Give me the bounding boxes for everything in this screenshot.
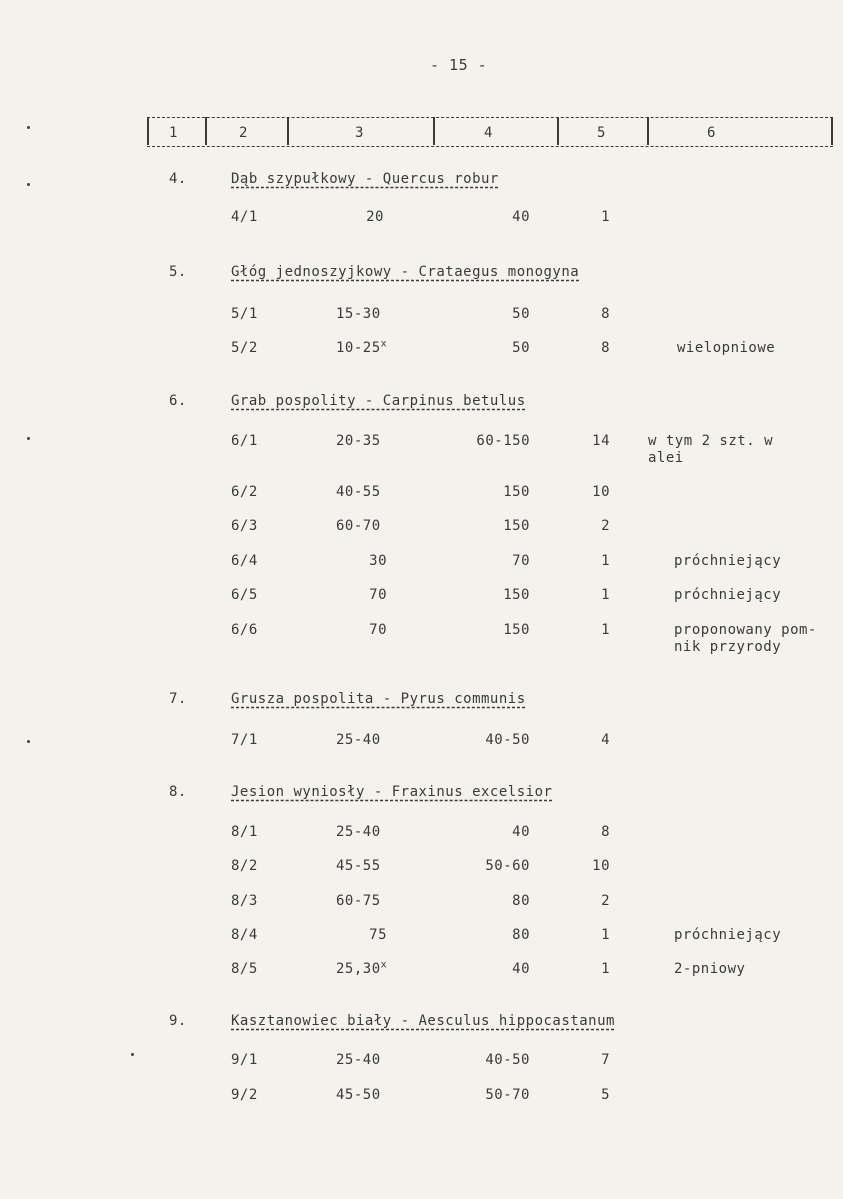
row-id: 9/1 [231, 1052, 258, 1068]
row-id: 6/3 [231, 518, 258, 534]
row-col3: 25-40 [336, 732, 381, 748]
row-col5: 4 [601, 732, 610, 748]
row-col4: 70 [512, 553, 530, 569]
row-id: 6/6 [231, 622, 258, 638]
row-id: 7/1 [231, 732, 258, 748]
row-col5: 1 [601, 622, 610, 638]
row-col3: 20 [366, 209, 384, 225]
row-note: wielopniowe [677, 340, 776, 356]
row-col3: 25-40 [336, 1052, 381, 1068]
row-note: proponowany pom- [674, 622, 817, 638]
row-col3: 20-35 [336, 433, 381, 449]
row-id: 6/4 [231, 553, 258, 569]
row-col5: 10 [592, 484, 610, 500]
scan-speck [27, 126, 30, 129]
row-col3: 70 [369, 622, 387, 638]
row-col4: 40 [512, 824, 530, 840]
scan-speck [131, 1053, 134, 1056]
row-col3: 25,30$^x$ [336, 959, 388, 977]
row-id: 8/5 [231, 961, 258, 977]
row-col3: 45-55 [336, 858, 381, 874]
column-header-5: 5 [597, 125, 606, 141]
row-col5: 1 [601, 587, 610, 603]
species-name: Kasztanowiec biały - Aesculus hippocastanum [231, 1013, 615, 1029]
row-col4: 50 [512, 340, 530, 356]
row-col3: 75 [369, 927, 387, 943]
row-col5: 8 [601, 340, 610, 356]
species-name: Dąb szypułkowy - Quercus robur [231, 171, 499, 187]
row-col3: 60-75 [336, 893, 381, 909]
row-col3: 60-70 [336, 518, 381, 534]
row-col4: 50-70 [485, 1087, 530, 1103]
species-name: Głóg jednoszyjkowy - Crataegus monogyna [231, 264, 580, 280]
row-col3: 45-50 [336, 1087, 381, 1103]
row-note: 2-pniowy [674, 961, 746, 977]
row-col4: 150 [503, 622, 530, 638]
row-col4: 50-60 [485, 858, 530, 874]
column-header-3: 3 [355, 125, 364, 141]
row-col4: 40-50 [485, 732, 530, 748]
row-note: próchniejący [674, 587, 782, 603]
column-header-6: 6 [707, 125, 716, 141]
row-col4: 80 [512, 893, 530, 909]
species-name: Grusza pospolita - Pyrus communis [231, 691, 526, 707]
row-id: 8/2 [231, 858, 258, 874]
group-number: 6. [169, 393, 187, 409]
row-note-continued: alei [648, 450, 684, 466]
group-number: 5. [169, 264, 187, 280]
scan-speck [27, 740, 30, 743]
row-col5: 10 [592, 858, 610, 874]
row-col3: 10-25$^x$ [336, 338, 388, 356]
row-col4: 150 [503, 587, 530, 603]
species-name: Jesion wyniosły - Fraxinus excelsior [231, 784, 553, 800]
group-number: 8. [169, 784, 187, 800]
row-col4: 50 [512, 306, 530, 322]
row-col5: 1 [601, 961, 610, 977]
column-header-4: 4 [484, 125, 493, 141]
row-col5: 2 [601, 518, 610, 534]
row-col4: 80 [512, 927, 530, 943]
row-id: 6/2 [231, 484, 258, 500]
row-col5: 2 [601, 893, 610, 909]
row-col3: 25-40 [336, 824, 381, 840]
group-number: 4. [169, 171, 187, 187]
column-header-2: 2 [239, 125, 248, 141]
row-col5: 1 [601, 553, 610, 569]
row-id: 9/2 [231, 1087, 258, 1103]
row-col3: 30 [369, 553, 387, 569]
row-col5: 7 [601, 1052, 610, 1068]
row-col4: 150 [503, 484, 530, 500]
row-id: 5/1 [231, 306, 258, 322]
row-col5: 8 [601, 306, 610, 322]
row-note: próchniejący [674, 553, 782, 569]
row-col3: 15-30 [336, 306, 381, 322]
group-number: 7. [169, 691, 187, 707]
row-note: w tym 2 szt. w [648, 433, 774, 449]
row-id: 6/1 [231, 433, 258, 449]
row-id: 5/2 [231, 340, 258, 356]
row-col5: 1 [601, 927, 610, 943]
row-col5: 14 [592, 433, 610, 449]
row-id: 8/3 [231, 893, 258, 909]
column-header-1: 1 [169, 125, 178, 141]
row-col4: 60-150 [476, 433, 530, 449]
row-id: 4/1 [231, 209, 258, 225]
row-id: 8/1 [231, 824, 258, 840]
row-col5: 8 [601, 824, 610, 840]
row-col4: 40 [512, 961, 530, 977]
row-col3: 40-55 [336, 484, 381, 500]
row-id: 8/4 [231, 927, 258, 943]
scan-speck [27, 183, 30, 186]
row-note: próchniejący [674, 927, 782, 943]
column-header [147, 117, 833, 145]
species-name: Grab pospolity - Carpinus betulus [231, 393, 526, 409]
row-id: 6/5 [231, 587, 258, 603]
row-col3: 70 [369, 587, 387, 603]
scan-speck [27, 437, 30, 440]
row-col4: 40-50 [485, 1052, 530, 1068]
row-col4: 40 [512, 209, 530, 225]
row-col5: 1 [601, 209, 610, 225]
page-number: - 15 - [430, 56, 488, 74]
row-col5: 5 [601, 1087, 610, 1103]
group-number: 9. [169, 1013, 187, 1029]
row-col4: 150 [503, 518, 530, 534]
row-note-continued: nik przyrody [674, 639, 782, 655]
